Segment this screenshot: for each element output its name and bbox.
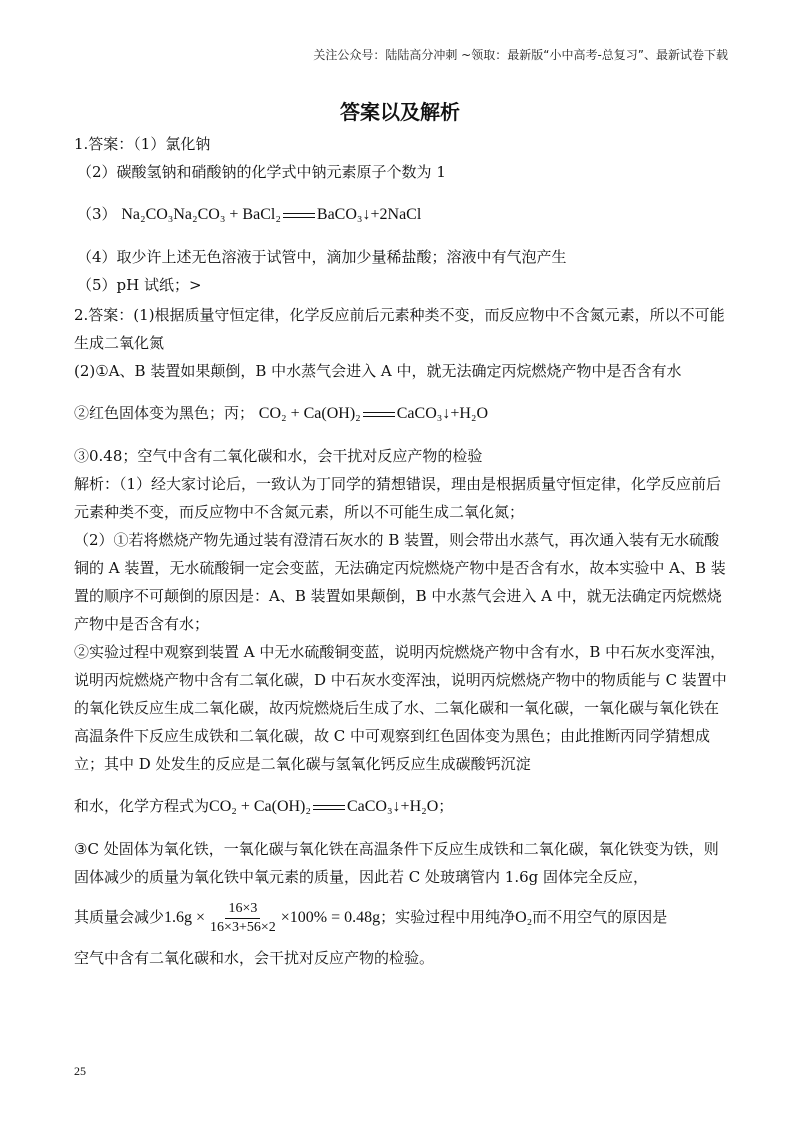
equals-sign (363, 412, 395, 417)
page-number: 25 (74, 1064, 86, 1078)
equation-rhs: CaCO₃↓+H₂O (396, 405, 489, 422)
fraction (207, 900, 279, 937)
analysis-5: ③C 处固体为氧化铁，一氧化碳与氧化铁在高温条件下反应生成铁和二氧化碳，氧化铁变为铁，则固体减少的质量为氧化铁中氧元素的质量，因此若 C 处玻璃管内 1.6g 固体完全反应， (74, 840, 719, 886)
formula-multiplier: 1.6g × (164, 909, 206, 926)
fraction-numerator: 16×3 (225, 900, 260, 919)
page-title: 答案以及解析 (340, 100, 460, 124)
equals-sign (283, 213, 315, 218)
equation-lhs: CO₂ + Ca(OH)₂ (258, 405, 361, 422)
analysis-7: 空气中含有二氧化碳和水，会干扰对反应产物的检验。 (74, 949, 435, 967)
formula-result: ×100% = 0.48g (280, 909, 381, 926)
q1-part2: （2）碳酸氢钠和硝酸钠的化学式中钠元素原子个数为 1 (77, 163, 446, 181)
page-header: 关注公众号：陆陆高分冲刺 ~领取：最新版“小中高考-总复习”、最新试卷下载 (313, 48, 728, 62)
q1-part4: （4）取少许上述无色溶液于试管中，滴加少量稀盐酸；溶液中有气泡产生 (77, 248, 567, 266)
analysis-6 (74, 897, 730, 938)
q2-answer: 2.答案：(1)根据质量守恒定律，化学反应前后元素种类不变，而反应物中不含氮元素，所以不可能生成二氧化氮 (74, 306, 725, 352)
analysis-2: （2）①若将燃烧产物先通过装有澄清石灰水的 B 装置，则会带出水蒸气，再次通入装有无水硫酸铜的 A 装置，无水硫酸铜一定会变蓝，无法确定丙烷燃烧产物中是否含有水，故本实验中 A、B 装置的顺序不可颠倒的原因是：A、B 装置如果颠倒，B 中水蒸气会进入 A 中，就无法确定丙烷燃烧产物中是否含有水； (74, 531, 726, 633)
q2-part2b-prefix: ②红色固体变为黑色；丙； (74, 404, 255, 422)
answer-content (74, 130, 730, 972)
q1-part3-prefix: （3） (77, 205, 117, 223)
q2-part2b (74, 399, 730, 428)
q2-part2: (2)①A、B 装置如果颠倒，B 中水蒸气会进入 A 中，就无法确定丙烷燃烧产物中是否含有水 (74, 362, 682, 380)
q1-part5: （5）pH 试纸；> (77, 276, 202, 294)
equation-lhs: Na₂CO₃Na₂CO₃ + BaCl₂ (121, 206, 281, 223)
analysis-3: ②实验过程中观察到装置 A 中无水硫酸铜变蓝，说明丙烷燃烧产物中含有水，B 中石灰水变浑浊，说明丙烷燃烧产物中含有二氧化碳，D 中石灰水变浑浊，说明丙烷燃烧产物中的物质能与 C 装置中的氧化铁反应生成二氧化碳，故丙烷燃烧后生成了水、二氧化碳和一氧化碳，一氧化碳与氧化铁在高温条件下反应生成铁和二氧化碳，故 C 中可观察到红色固体变为黑色；由此推断丙同学猜想成立；其中 D 处发生的反应是二氧化碳与氢氧化钙反应生成碳酸钙沉淀 (74, 643, 727, 773)
q2-part2c: ③0.48；空气中含有二氧化碳和水，会干扰对反应产物的检验 (74, 447, 483, 465)
analysis-4-suffix: ； (438, 797, 454, 815)
analysis-6-end: 而不用空气的原因是 (532, 908, 668, 926)
fraction-denominator: 16×3+56×2 (210, 919, 276, 935)
q1-part3 (74, 200, 730, 229)
equals-sign (313, 805, 345, 810)
equation-rhs: CaCO₃↓+H₂O (346, 798, 439, 815)
equation-rhs: BaCO₃↓+2NaCl (316, 206, 422, 223)
q1-answer: 1.答案：（1）氯化钠 (74, 135, 211, 153)
analysis-4 (74, 792, 730, 821)
analysis-6-prefix: 其质量会减少 (74, 908, 165, 926)
equation-lhs: CO₂ + Ca(OH)₂ (209, 798, 311, 815)
analysis-6-suffix: ；实验过程中用纯净 (380, 908, 516, 926)
analysis-1: 解析：（1）经大家讨论后，一致认为丁同学的猜想错误，理由是根据质量守恒定律，化学反应前后元素种类不变，而反应物中不含氮元素，所以不可能生成二氧化氮； (74, 475, 722, 521)
oxygen-formula: O₂ (515, 909, 533, 926)
analysis-4-prefix: 和水，化学方程式为 (74, 797, 210, 815)
